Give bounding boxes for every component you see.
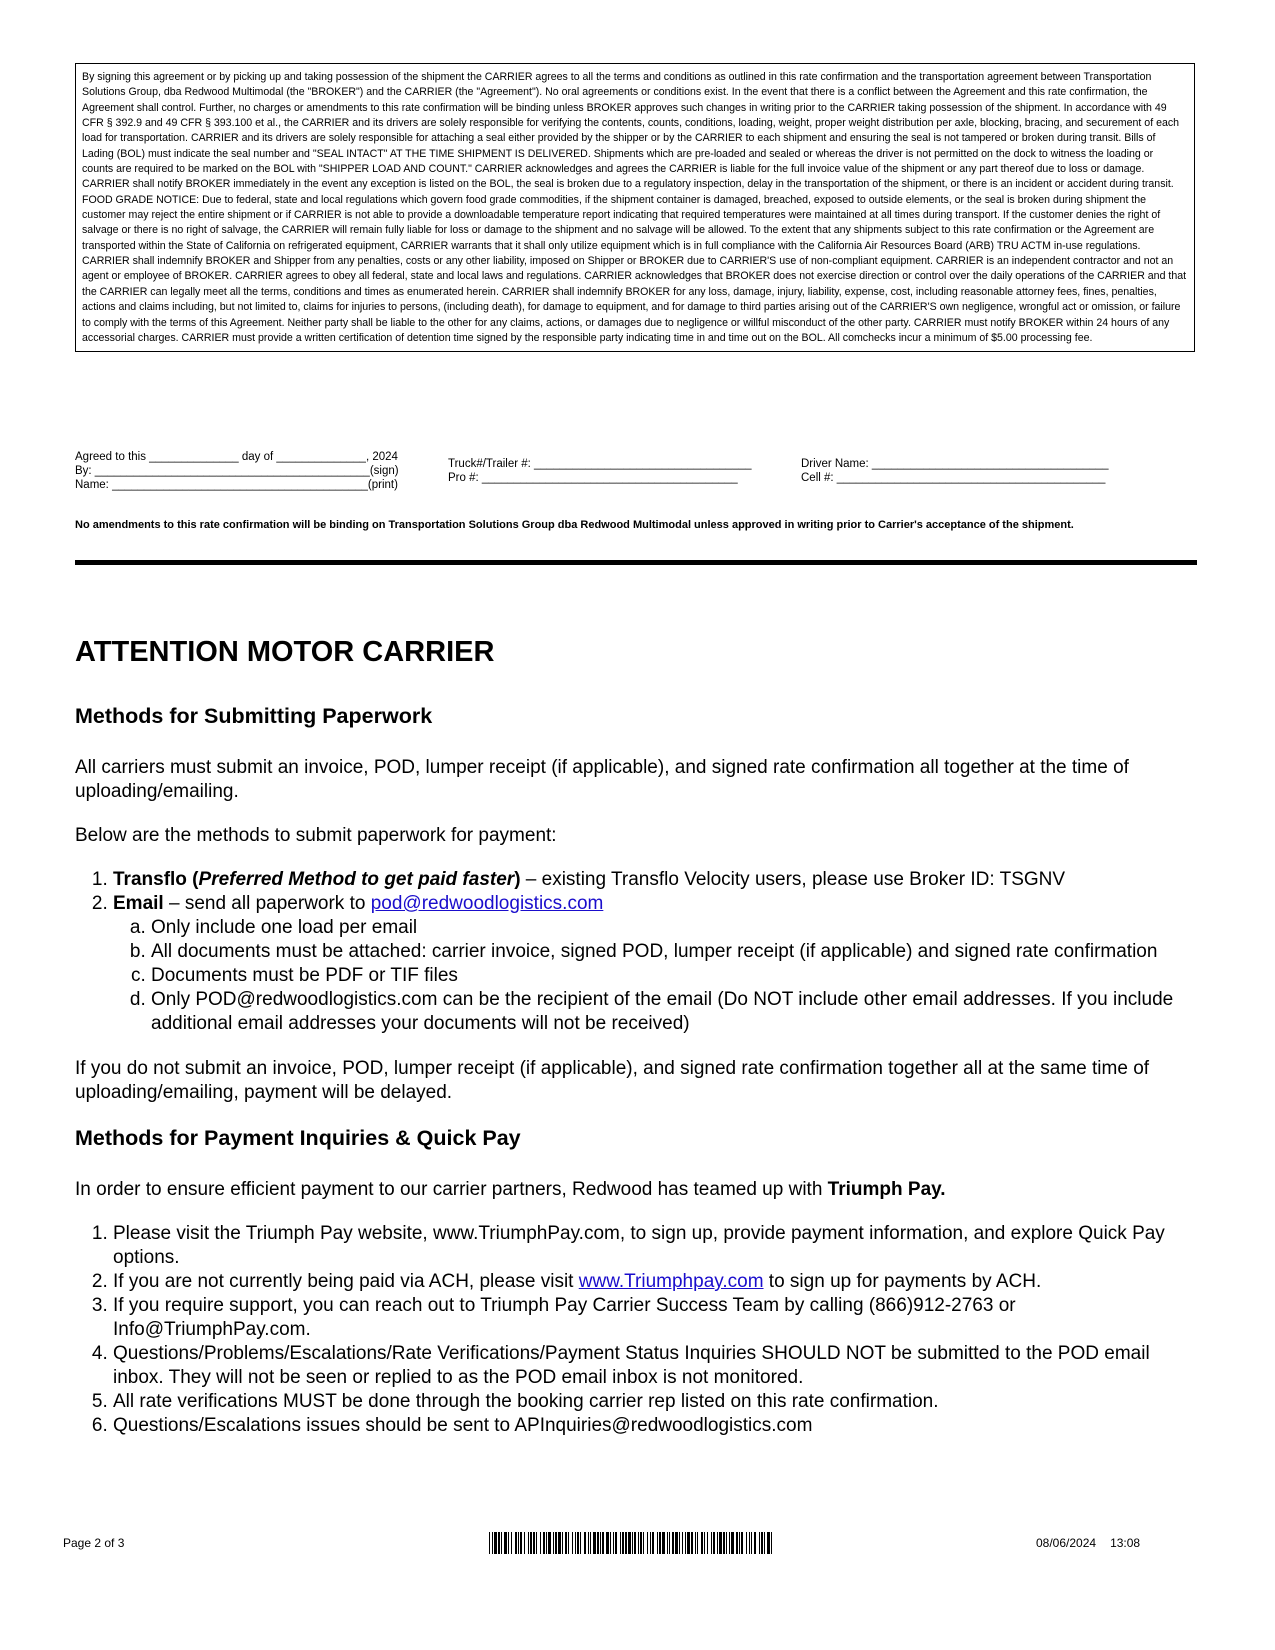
barcode: [489, 1532, 774, 1554]
print-date: 08/06/2024: [1036, 1536, 1097, 1550]
email-text: – send all paperwork to: [163, 893, 371, 914]
barcode-bar: [504, 1532, 507, 1554]
barcode-bar: [568, 1532, 569, 1554]
barcode-bar: [622, 1532, 624, 1554]
barcode-bar: [719, 1532, 722, 1554]
barcode-bar: [731, 1532, 734, 1554]
agreed-line: Agreed to this ______________ day of ______________, 2024: [75, 451, 398, 463]
barcode-bar: [701, 1532, 703, 1554]
barcode-bar: [704, 1532, 705, 1554]
barcode-bar: [625, 1532, 627, 1554]
barcode-bar: [640, 1532, 642, 1554]
barcode-bar: [602, 1532, 604, 1554]
email-rules-list: [113, 916, 1200, 1036]
payment-item: 4. Questions/Problems/Escalations/Rate Verifications/Payment Status Inquiries SHOULD NOT be submitted to the POD email inbox. They will not be seen or replied to as the POD email inbox is not monitored.: [113, 1342, 1200, 1390]
triumphpay-link[interactable]: www.Triumphpay.com: [578, 1271, 764, 1292]
barcode-bar: [726, 1532, 727, 1554]
barcode-bar: [754, 1532, 756, 1554]
payment-inquiries-heading: Methods for Payment Inquiries & Quick Pay: [75, 1126, 521, 1150]
method-email: [113, 892, 1200, 1036]
barcode-bar: [590, 1532, 591, 1554]
submitting-paperwork-heading: Methods for Submitting Paperwork: [75, 704, 433, 728]
barcode-bar: [562, 1532, 563, 1554]
barcode-bar: [520, 1532, 522, 1554]
amendment-notice: No amendments to this rate confirmation will be binding on Transportation Solutions Group dba Redwood Multimodal unless approved in writing prior to Carrier's acceptance of the shipment.: [75, 519, 1074, 531]
barcode-bar: [749, 1532, 750, 1554]
method-transflo: [113, 868, 1200, 892]
barcode-bar: [711, 1532, 712, 1554]
transflo-preferred-note: Preferred Method to get paid faster: [198, 869, 515, 890]
barcode-bar: [511, 1532, 512, 1554]
transflo-text: – existing Transflo Velocity users, please use Broker ID: TSGNV: [520, 869, 1066, 890]
barcode-bar: [759, 1532, 760, 1554]
barcode-bar: [518, 1532, 519, 1554]
barcode-bar: [600, 1532, 601, 1554]
main-content: [75, 635, 1200, 1459]
barcode-bar: [707, 1532, 708, 1554]
barcode-bar: [682, 1532, 683, 1554]
barcode-bar: [548, 1532, 551, 1554]
payment-item: 3. If you require support, you can reach out to Triumph Pay Carrier Success Team by calling (866)912-2763 or Info@TriumphPay.com.: [113, 1294, 1200, 1342]
barcode-bar: [575, 1532, 576, 1554]
submission-methods-list: [75, 868, 1200, 1036]
payment-item: 5. All rate verifications MUST be done through the booking carrier rep listed on this rate confirmation.: [113, 1390, 1200, 1414]
payment-item: [113, 1270, 1200, 1294]
payment-item: 6. Questions/Escalations issues should be sent to APInquiries@redwoodlogistics.com: [113, 1414, 1200, 1438]
barcode-bar: [597, 1532, 599, 1554]
barcode-bar: [751, 1532, 752, 1554]
barcode-graphic: [489, 1532, 774, 1554]
barcode-bar: [652, 1532, 654, 1554]
barcode-bar: [657, 1532, 658, 1554]
barcode-bar: [723, 1532, 725, 1554]
triumph-intro: [75, 1178, 1200, 1202]
barcode-bar: [717, 1532, 718, 1554]
barcode-bar: [675, 1532, 678, 1554]
barcode-bar: [494, 1532, 497, 1554]
barcode-bar: [553, 1532, 554, 1554]
barcode-bar: [606, 1532, 609, 1554]
barcode-bar: [572, 1532, 573, 1554]
payment-item: 1. Please visit the Triumph Pay website, www.TriumphPay.com, to sign up, provide payment information, and explore Quick Pay options.: [113, 1222, 1200, 1270]
payment-info-list: [75, 1222, 1200, 1438]
barcode-bar: [593, 1532, 596, 1554]
barcode-bar: [588, 1532, 589, 1554]
barcode-bar: [761, 1532, 763, 1554]
barcode-bar: [736, 1532, 738, 1554]
barcode-bar: [691, 1532, 693, 1554]
barcode-bar: [610, 1532, 611, 1554]
barcode-bar: [667, 1532, 668, 1554]
barcode-bar: [746, 1532, 747, 1554]
truck-block: [448, 457, 752, 485]
barcode-bar: [697, 1532, 698, 1554]
signature-block: [75, 450, 399, 492]
barcode-bar: [580, 1532, 581, 1554]
barcode-bar: [584, 1532, 586, 1554]
barcode-bar: [565, 1532, 567, 1554]
print-time: 13:08: [1110, 1536, 1141, 1550]
barcode-bar: [669, 1532, 670, 1554]
print-name-line: Name: ________________________________________(print): [75, 479, 398, 491]
barcode-bar: [659, 1532, 661, 1554]
driver-name-line: Driver Name: _____________________________________: [801, 458, 1109, 470]
sign-line: By: ___________________________________________(sign): [75, 465, 399, 477]
pod-email-link[interactable]: pod@redwoodlogistics.com: [370, 893, 604, 914]
barcode-bar: [540, 1532, 541, 1554]
barcode-bar: [508, 1532, 509, 1554]
ach-text-pre: If you are not currently being paid via ACH, please visit: [113, 1271, 579, 1292]
barcode-bar: [638, 1532, 639, 1554]
email-label: Email: [113, 893, 164, 914]
page-number: Page 2 of 3: [63, 1536, 125, 1550]
email-rule: d. Only POD@redwoodlogistics.com can be the recipient of the email (Do NOT include other email addresses. If you include additional email addresses your documents will not be received): [151, 988, 1200, 1036]
barcode-bar: [524, 1532, 525, 1554]
barcode-bar: [767, 1532, 770, 1554]
barcode-bar: [543, 1532, 545, 1554]
barcode-bar: [662, 1532, 665, 1554]
barcode-bar: [533, 1532, 535, 1554]
barcode-bar: [650, 1532, 651, 1554]
barcode-bar: [643, 1532, 644, 1554]
barcode-bar: [647, 1532, 648, 1554]
barcode-bar: [672, 1532, 674, 1554]
print-timestamp: [1036, 1536, 1140, 1550]
page-title: ATTENTION MOTOR CARRIER: [75, 636, 495, 668]
barcode-bar: [679, 1532, 680, 1554]
ach-text-post: to sign up for payments by ACH.: [763, 1271, 1042, 1292]
section-divider: [75, 560, 1197, 565]
barcode-bar: [489, 1532, 490, 1554]
methods-intro: Below are the methods to submit paperwork for payment:: [75, 825, 557, 846]
barcode-bar: [713, 1532, 715, 1554]
barcode-bar: [687, 1532, 690, 1554]
triumph-intro-text: In order to ensure efficient payment to our carrier partners, Redwood has teamed up with: [75, 1179, 828, 1200]
barcode-bar: [739, 1532, 740, 1554]
email-rule: b. All documents must be attached: carrier invoice, signed POD, lumper receipt (if applicable) and signed rate confirmation: [151, 940, 1200, 964]
barcode-bar: [741, 1532, 743, 1554]
barcode-bar: [558, 1532, 561, 1554]
email-rule: a. Only include one load per email: [151, 916, 1200, 940]
transflo-label: Transflo (: [113, 869, 199, 890]
barcode-bar: [528, 1532, 529, 1554]
driver-block: [801, 457, 1109, 485]
barcode-bar: [536, 1532, 537, 1554]
barcode-bar: [555, 1532, 557, 1554]
barcode-bar: [764, 1532, 765, 1554]
barcode-bar: [613, 1532, 614, 1554]
barcode-bar: [577, 1532, 579, 1554]
barcode-bar: [498, 1532, 500, 1554]
truck-trailer-line: Truck#/Trailer #: __________________________________: [448, 458, 752, 470]
barcode-bar: [632, 1532, 633, 1554]
intro-paragraph: All carriers must submit an invoice, POD, lumper receipt (if applicable), and signed rate confirmation all together at the time of uploading/emailing.: [75, 757, 1129, 802]
transflo-label-close: ): [514, 869, 521, 890]
email-rule: c. Documents must be PDF or TIF files: [151, 964, 1200, 988]
barcode-bar: [492, 1532, 493, 1554]
barcode-bar: [546, 1532, 547, 1554]
terms-and-conditions: By signing this agreement or by picking up and taking possession of the shipment the CARRIER agrees to all the terms and conditions as outlined in this rate confirmation and the transportation agreement between Transportation Solutions Group, dba Redwood Multimodal (the "BROKER") and the CARRIER (the "Agreement"). No oral agreements or conditions exist. In the event that there is a conflict between the Agreement and this rate confirmation, the Agreement shall control. Further, no charges or amendments to this rate confirmation will be binding unless BROKER approves such changes in writing prior to the CARRIER taking possession of the shipment. In accordance with 49 CFR § 392.9 and 49 CFR § 393.100 et al., the CARRIER and its drivers are solely responsible for verifying the contents, counts, conditions, loading, weight, proper weight distribution per axle, blocking, bracing, and securement of each load for transportation. CARRIER and its drivers are solely responsible for attaching a seal either provided by the shipper or by the CARRIER to each shipment and ensuring the seal is not tampered or broken during transit. Bills of Lading (BOL) must indicate the seal number and "SEAL INTACT" AT THE TIME SHIPMENT IS DELIVERED. Shipments which are pre-loaded and sealed or whereas the driver is not permitted on the dock to witness the loading or counts are required to be marked on the BOL with "SHIPPER LOAD AND COUNT." CARRIER acknowledges and agrees the CARRIER is liable for the full invoice value of the shipment or any part thereof due to loss or damage. CARRIER shall notify BROKER immediately in the event any exception is listed on the BOL, the seal is broken due to a regulatory inspection, delay in the transportation of the shipment, or there is an incident or accident during transit. FOOD GRADE NOTICE: Due to federal, state and local regulations which govern food grade commodities, if the shipment container is damaged, breached, exposed to outside elements, or the seal is broken during shipment the customer may reject the entire shipment or if CARRIER is not able to provide a downloadable temperature report indicating that required temperatures were maintained at all times during transport. If the customer denies the right of salvage or there is no right of salvage, the CARRIER will remain fully liable for loss or damage to the shipment and no salvage will be allowed. To the extent that any shipments subject to this rate confirmation or the Agreement are transported within the State of California on refrigerated equipment, CARRIER warrants that it shall only utilize equipment which is in full compliance with the California Air Resources Board (ARB) TRU ACTM in-use regulations. CARRIER shall indemnify BROKER and Shipper from any penalties, costs or any other liability, imposed on Shipper or BROKER due to CARRIER'S use of non-compliant equipment. CARRIER is an independent contractor and not an agent or employee of BROKER. CARRIER agrees to obey all federal, state and local laws and regulations. CARRIER acknowledges that BROKER does not exercise direction or control over the daily operations of the CARRIER and that the CARRIER can legally meet all the terms, conditions and times as enumerated herein. CARRIER shall indemnify BROKER for any loss, damage, injury, liability, expense, cost, including reasonable attorney fees, fines, penalties, actions and claims including, but not limited to, claims for injuries to persons, (including death), for damage to equipment, and for damage to third parties arising out of the CARRIER'S own negligence, wrongful act or omission, or failure to comply with the terms of this Agreement. Neither party shall be liable to the other for any claims, actions, or damages due to negligence or willful misconduct of the other party. CARRIER must notify BROKER within 24 hours of any accessorial charges. CARRIER must provide a written certification of detention time signed by the responsible party indicating time in and time out on the BOL. All comchecks incur a minimum of $5.00 processing fee.: [75, 63, 1195, 352]
barcode-bar: [620, 1532, 621, 1554]
barcode-bar: [628, 1532, 631, 1554]
barcode-bar: [729, 1532, 730, 1554]
barcode-bar: [530, 1532, 532, 1554]
barcode-bar: [771, 1532, 772, 1554]
cell-line: Cell #: __________________________________________: [801, 472, 1106, 484]
barcode-bar: [501, 1532, 502, 1554]
barcode-bar: [695, 1532, 696, 1554]
barcode-bar: [634, 1532, 636, 1554]
delay-warning: If you do not submit an invoice, POD, lumper receipt (if applicable), and signed rate confirmation together all at the same time of uploading/emailing, payment will be delayed.: [75, 1058, 1150, 1103]
barcode-bar: [685, 1532, 686, 1554]
pro-number-line: Pro #: ________________________________________: [448, 472, 738, 484]
triumph-pay-name: Triumph Pay.: [827, 1179, 946, 1200]
barcode-bar: [615, 1532, 617, 1554]
barcode-bar: [515, 1532, 517, 1554]
